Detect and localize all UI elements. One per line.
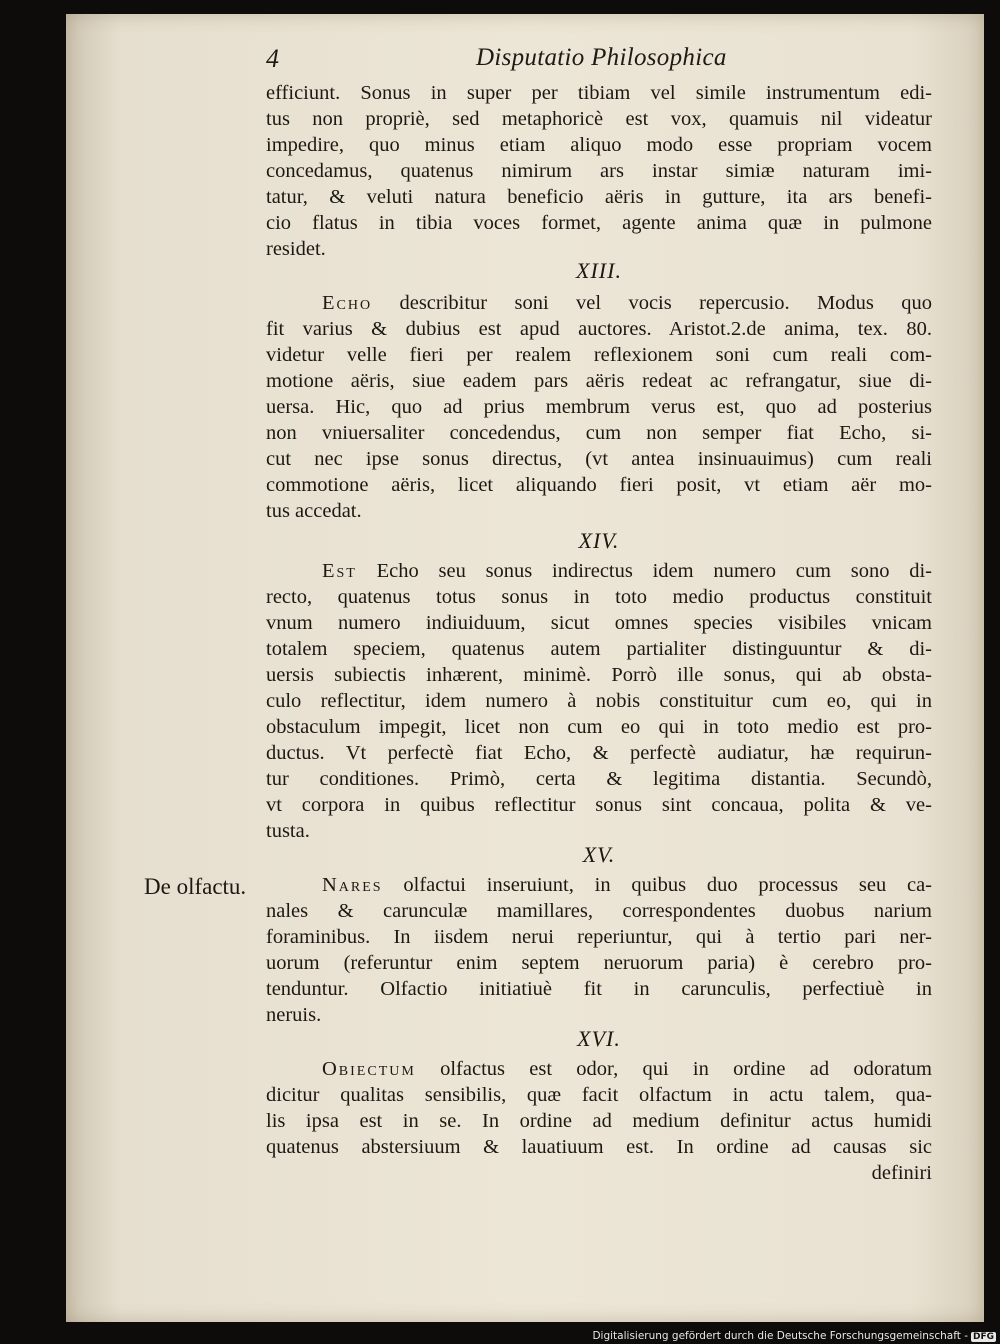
section-number-xv: XV. (582, 842, 616, 867)
section-xvi-text (266, 1056, 932, 1186)
catchword: definiri (871, 1162, 932, 1184)
page-header (266, 40, 936, 80)
text-line: tus non propriè, sed metaphoricè est vox, quamuis nil videatur (266, 108, 932, 130)
text-line: ductus. Vt perfectè fiat Echo, & perfectè audiatur, hæ requirun- (266, 742, 932, 764)
lead-word: Nares (322, 874, 383, 896)
digitization-footer (592, 1330, 996, 1342)
text-line: impedire, quo minus etiam aliquo modo esse propriam vocem (266, 134, 932, 156)
footer-text: Digitalisierung gefördert durch die Deutsche Forschungsgemeinschaft - (592, 1330, 968, 1342)
section-xiii-text (266, 290, 932, 524)
text-line: commotione aëris, licet aliquando fieri posit, vt etiam aër mo- (266, 474, 932, 496)
text-line: quatenus abstersiuum & lauatiuum est. In ordine ad causas sic (266, 1136, 932, 1158)
text-line: tenduntur. Olfactio initiatiuè fit in carunculis, perfectiuè in (266, 978, 932, 1000)
marginal-note: De olfactu. (144, 874, 247, 899)
text-line: dicitur qualitas sensibilis, quæ facit olfactum in actu talem, qua- (266, 1084, 932, 1106)
text-line: tus accedat. (266, 500, 362, 522)
section-xiv-text (266, 558, 932, 844)
text-span: olfactui inseruiunt, in quibus duo processus seu ca- (403, 874, 932, 896)
lead-word: Est (322, 560, 357, 582)
text-line: fit varius & dubius est apud auctores. Aristot.2.de anima, tex. 80. (266, 318, 932, 340)
text-line: efficiunt. Sonus in super per tibiam vel simile instrumentum edi- (266, 82, 932, 104)
text-span: olfactus est odor, qui in ordine ad odoratum (440, 1058, 932, 1080)
section-number-xiii: XIII. (576, 258, 622, 283)
text-line: tusta. (266, 820, 310, 842)
text-span: describitur soni vel vocis repercusio. Modus quo (399, 292, 932, 314)
text-line: lis ipsa est in se. In ordine ad medium definitur actus humidi (266, 1110, 932, 1132)
running-title: Disputatio Philosophica (476, 44, 727, 71)
section-number-xiv: XIV. (578, 528, 620, 553)
text-line (266, 872, 932, 898)
text-line: uorum (referuntur enim septem neruorum paria) è cerebro pro- (266, 952, 932, 974)
section-number-xvi: XVI. (577, 1026, 621, 1051)
lead-word: Obiectum (322, 1058, 416, 1080)
text-line: vnum numero indiuiduum, sicut omnes species visibiles vnicam (266, 612, 932, 634)
text-line: foraminibus. In iisdem nerui reperiuntur, qui à tertio pari ner- (266, 926, 932, 948)
text-line: videtur velle fieri per realem reflexionem soni cum reali com- (266, 344, 932, 366)
page-number: 4 (266, 44, 279, 73)
text-line: cut nec ipse sonus directus, (vt antea insinuauimus) cum reali (266, 448, 932, 470)
text-line: tur conditiones. Primò, certa & legitima distantia. Secundò, (266, 768, 932, 790)
text-line: nales & carunculæ mamillares, correspondentes duobus narium (266, 900, 932, 922)
text-line: cio flatus in tibia voces formet, agente anima quæ in pulmone (266, 212, 932, 234)
lead-word: Echo (322, 292, 373, 314)
text-line: uersa. Hic, quo ad prius membrum verus est, quo ad posterius (266, 396, 932, 418)
text-line: concedamus, quatenus nimirum ars instar simiæ naturam imi- (266, 160, 932, 182)
text-line: neruis. (266, 1004, 322, 1026)
text-line: residet. (266, 238, 326, 260)
text-line (266, 558, 932, 584)
text-line: uersis subiectis inhærent, minimè. Porrò ille sonus, qui ab obsta- (266, 664, 932, 686)
dfg-logo: DFG (972, 1332, 994, 1342)
text-line: totalem speciem, quatenus autem partialiter distinguuntur & di- (266, 638, 932, 660)
text-span: Echo seu sonus indirectus idem numero cum sono di- (376, 560, 932, 582)
text-line: motione aëris, siue eadem pars aëris redeat ac refrangatur, siue di- (266, 370, 932, 392)
text-line: vt corpora in quibus reflectitur sonus sint concaua, polita & ve- (266, 794, 932, 816)
text-line: recto, quatenus totus sonus in toto medio productus constituit (266, 586, 932, 608)
text-line (266, 290, 932, 316)
text-line: obstaculum impegit, licet non cum eo qui in toto medio est pro- (266, 716, 932, 738)
section-xv-text (266, 872, 932, 1028)
text-line: tatur, & veluti natura beneficio aëris in gutture, ita ars benefi- (266, 186, 932, 208)
paragraph-continuation (266, 80, 932, 262)
text-line (266, 1056, 932, 1082)
text-line: non vniuersaliter concedendus, cum non semper fiat Echo, si- (266, 422, 932, 444)
text-line: culo reflectitur, idem numero à nobis constituitur cum eo, qui in (266, 690, 932, 712)
